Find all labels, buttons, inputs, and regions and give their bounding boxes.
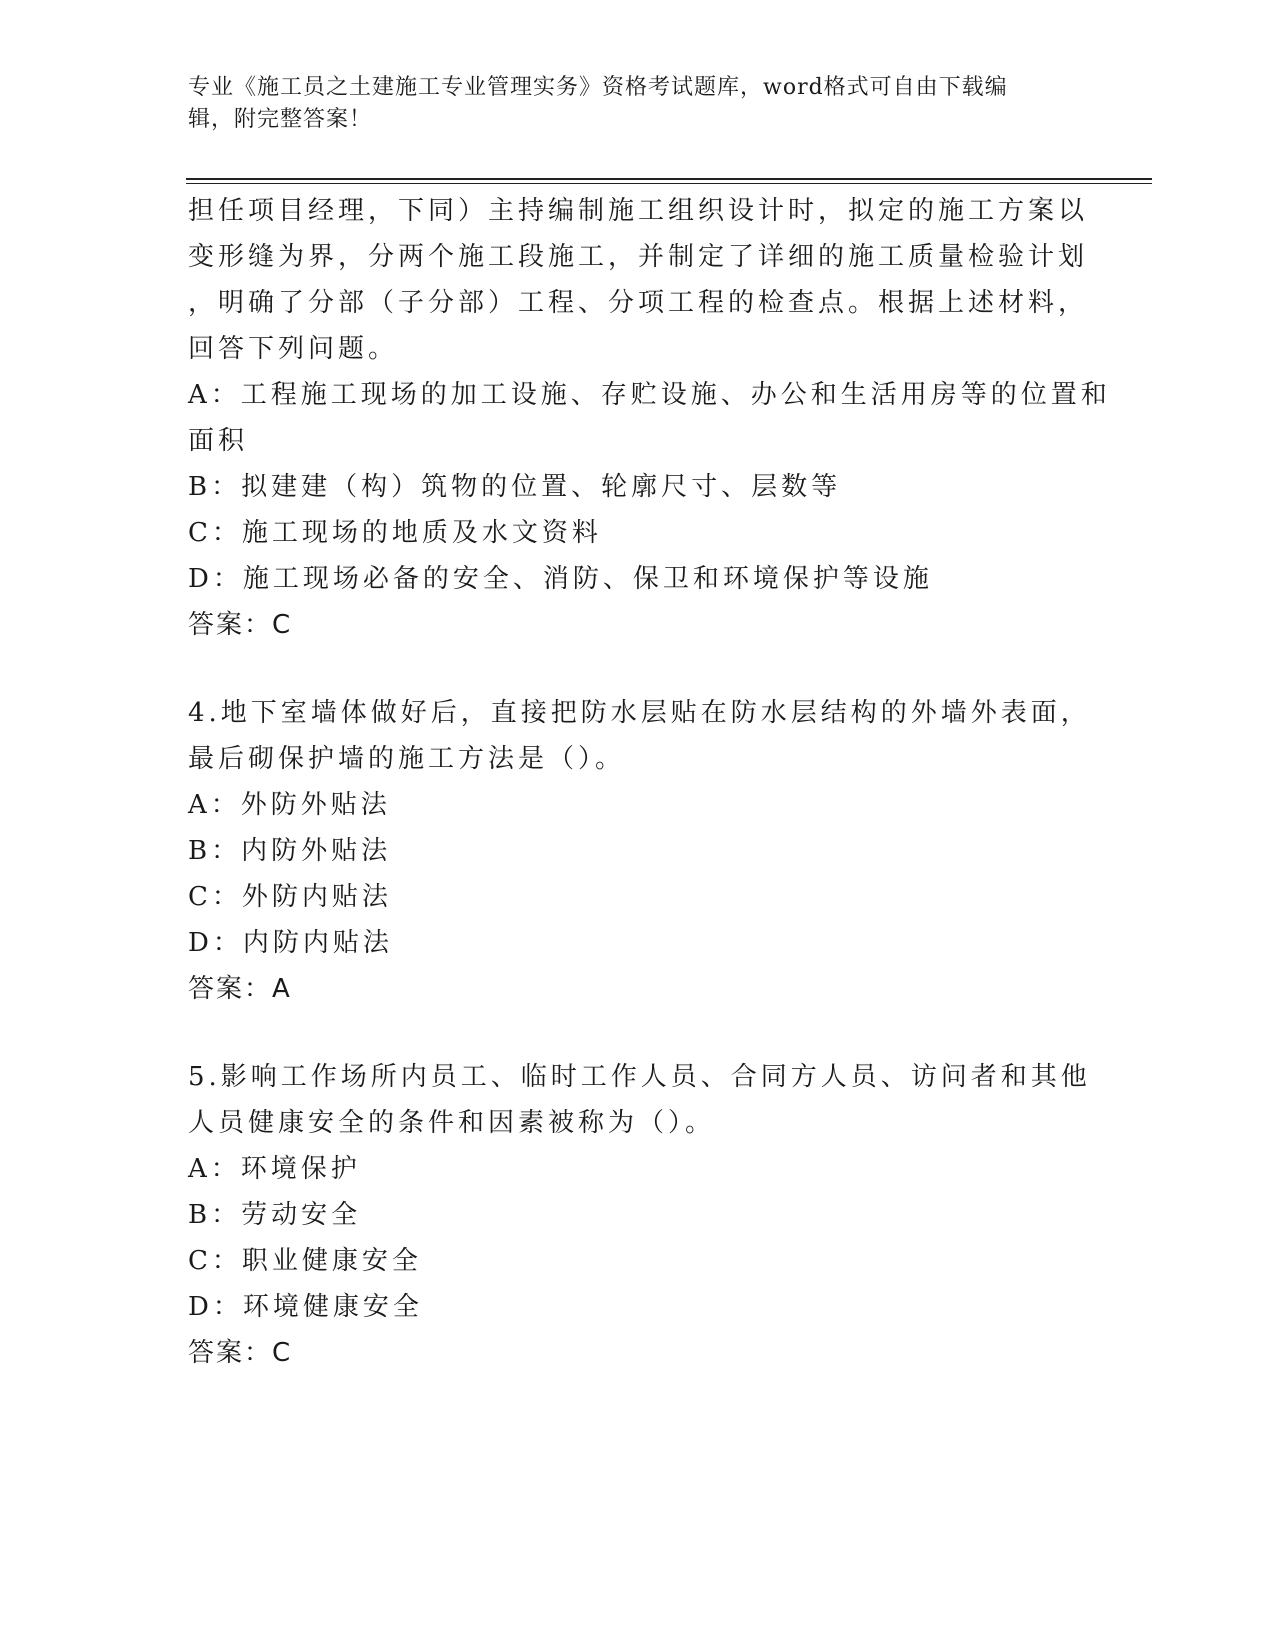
question-stem-line: 最后砌保护墙的施工方法是（）。 [188,744,626,774]
question-stem-line: 4.地下室墙体做好后，直接把防水层贴在防水层结构的外墙外表面， [188,698,1091,728]
option-a: A：环境保护 [188,1154,361,1184]
question-5 [188,1054,1091,1376]
option-d: D：施工现场必备的安全、消防、保卫和环境保护等设施 [188,564,933,594]
option-b: B：劳动安全 [188,1200,362,1230]
option-a-continued: 面积 [188,426,249,456]
spacer [188,648,1088,690]
answer: 答案：C [188,610,293,640]
question-stem-line: 回答下列问题。 [188,334,399,364]
option-c: C：外防内贴法 [188,882,392,912]
option-d: D：内防内贴法 [188,928,393,958]
header-divider-thick [186,178,1152,180]
question-stem-line: 5.影响工作场所内员工、临时工作人员、合同方人员、访问者和其他 [188,1062,1091,1092]
option-b: B：拟建建（构）筑物的位置、轮廓尺寸、层数等 [188,472,842,502]
option-c: C：施工现场的地质及水文资料 [188,518,602,548]
header-line-1: 专业《施工员之土建施工专业管理实务》资格考试题库，word格式可自由下载编 [188,75,1008,100]
answer: 答案：C [188,1338,293,1368]
option-d: D：环境健康安全 [188,1292,423,1322]
spacer [188,1012,1088,1054]
answer: 答案：A [188,974,292,1004]
option-b: B：内防外贴法 [188,836,392,866]
page-header [188,72,1068,136]
option-a: A：外防外贴法 [188,790,391,820]
question-stem-line: 担任项目经理，下同）主持编制施工组织设计时，拟定的施工方案以 [188,196,1089,226]
question-3 [188,188,1111,648]
question-stem-line: 人员健康安全的条件和因素被称为（）。 [188,1108,716,1138]
header-divider-thin [186,183,1152,184]
question-list [188,188,1111,1376]
header-line-2: 辑，附完整答案！ [188,107,373,132]
question-stem-line: 变形缝为界，分两个施工段施工，并制定了详细的施工质量检验计划 [188,242,1089,272]
question-stem-line: ，明确了分部（子分部）工程、分项工程的检查点。根据上述材料， [188,288,1089,318]
option-a: A：工程施工现场的加工设施、存贮设施、办公和生活用房等的位置和 [188,380,1111,410]
option-c: C：职业健康安全 [188,1246,422,1276]
question-4 [188,690,1091,1012]
